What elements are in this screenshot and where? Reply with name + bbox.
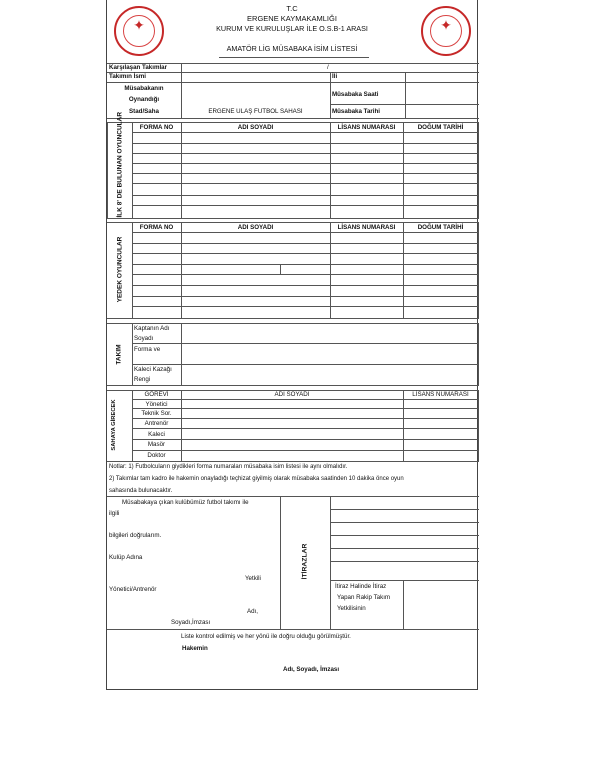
starting-col-license: LİSANS NUMARASI <box>337 124 396 131</box>
declaration-line-2: ilgili <box>109 510 120 517</box>
teams-separator: / <box>327 64 329 71</box>
staff-role-goalkeeper: Kaleci <box>148 431 165 438</box>
date-label: Müsabaka Tarihi <box>332 108 381 115</box>
objections-side-label: İTİRAZLAR <box>301 543 309 580</box>
signature-label: Soyadı,İmzası <box>171 619 211 626</box>
title-underline <box>219 57 369 58</box>
declaration-line-3: bilgileri doğrularım. <box>109 532 162 539</box>
captain-label-2: Soyadı <box>134 335 154 342</box>
staff-role-coach: Antrenör <box>144 420 169 427</box>
ministry-seal-icon: ✦ <box>440 17 452 33</box>
venue-label-1: Müsabakanın <box>124 85 164 92</box>
objection-note-2: Yapan Rakip Takım <box>337 594 391 601</box>
objection-note-1: İtiraz Halinde İtiraz <box>335 583 387 590</box>
starting-col-birthdate: DOĞUM TARİHİ <box>417 124 464 131</box>
referee-title: Hakemin <box>182 645 208 652</box>
header-line-3: KURUM VE KURULUŞLAR İLE O.S.B-1 ARASI <box>216 24 368 33</box>
subs-col-birthdate: DOĞUM TARİHİ <box>417 224 464 231</box>
subs-col-license: LİSANS NUMARASI <box>337 224 396 231</box>
starting-col-jersey: FORMA NO <box>139 124 174 131</box>
subs-col-name: ADI SOYADI <box>237 224 274 231</box>
staff-side-label: SAHAYA GİRECEK <box>111 399 117 451</box>
starting-col-name: ADI SOYADI <box>237 124 274 131</box>
authorized-label: Yetkili <box>245 575 261 582</box>
declaration-line-1: Müsabakaya çıkan kulübümüz futbol takımı ile <box>122 499 249 506</box>
venue-label-3: Stad/Saha <box>129 108 159 115</box>
note-line-3: sahasında bulunacaktır. <box>109 488 173 494</box>
staff-role-technical: Teknik Sor. <box>141 410 172 417</box>
province-label: İli <box>332 73 338 80</box>
staff-role-doctor: Doktor <box>147 452 166 459</box>
referee-check-text: Liste kontrol edilmiş ve her yönü ile doğru olduğu görülmüştür. <box>181 633 351 640</box>
name-label: Adı, <box>247 608 259 615</box>
team-side-label: TAKIM <box>115 344 123 365</box>
venue-value: ERGENE ULAŞ FUTBOL SAHASI <box>208 108 303 115</box>
note-line-1: Notlar: 1) Futbolcuların giydikleri forma numaraları müsabaka isim listesi ile aynı olmalıdır. <box>109 464 348 470</box>
venue-label-2: Oynandığı <box>128 96 160 103</box>
staff-col-license: LİSANS NUMARASI <box>412 391 469 398</box>
kit-label: Forma ve <box>134 346 161 353</box>
team-name-label: Takımın İsmi <box>109 73 147 80</box>
subs-col-jersey: FORMA NO <box>139 224 174 231</box>
staff-role-masseur: Masör <box>147 441 166 448</box>
manager-coach-label: Yönetici/Antrenör <box>109 586 157 593</box>
staff-col-role: GÖREVİ <box>144 391 169 398</box>
starting-players-label: İLK 8' DE BULUNAN OYUNCULAR <box>116 111 124 218</box>
staff-col-name: ADI SOYADI <box>274 391 310 398</box>
objection-note-3: Yetkilisinin <box>337 605 366 612</box>
ministry-seal-icon: ✦ <box>133 17 145 33</box>
staff-role-manager: Yönetici <box>145 401 168 408</box>
gk-kit-label-2: Rengi <box>134 376 151 383</box>
club-label: Kulüp Adına <box>109 554 143 561</box>
time-label: Müsabaka Saati <box>332 91 379 98</box>
header-line-1: T.C <box>286 4 298 13</box>
match-roster-form <box>106 0 478 690</box>
gk-kit-label-1: Kaleci Kazağı <box>134 366 172 373</box>
form-title: AMATÖR LİG MÜSABAKA İSİM LİSTESİ <box>226 44 358 53</box>
note-line-2: 2) Takımlar tam kadro ile hakemin onayladığı teçhizat giyilmiş olarak müsabaka saatinden 10 dakika önce oyun <box>109 476 404 482</box>
referee-signature-label: Adı, Soyadı, İmzası <box>283 666 340 673</box>
subs-players-label: YEDEK OYUNCULAR <box>116 236 124 303</box>
teams-label: Karşılaşan Takımlar <box>109 64 168 71</box>
captain-label-1: Kaptanın Adı <box>134 325 170 332</box>
header-line-2: ERGENE KAYMAKAMLIĞI <box>247 14 337 23</box>
